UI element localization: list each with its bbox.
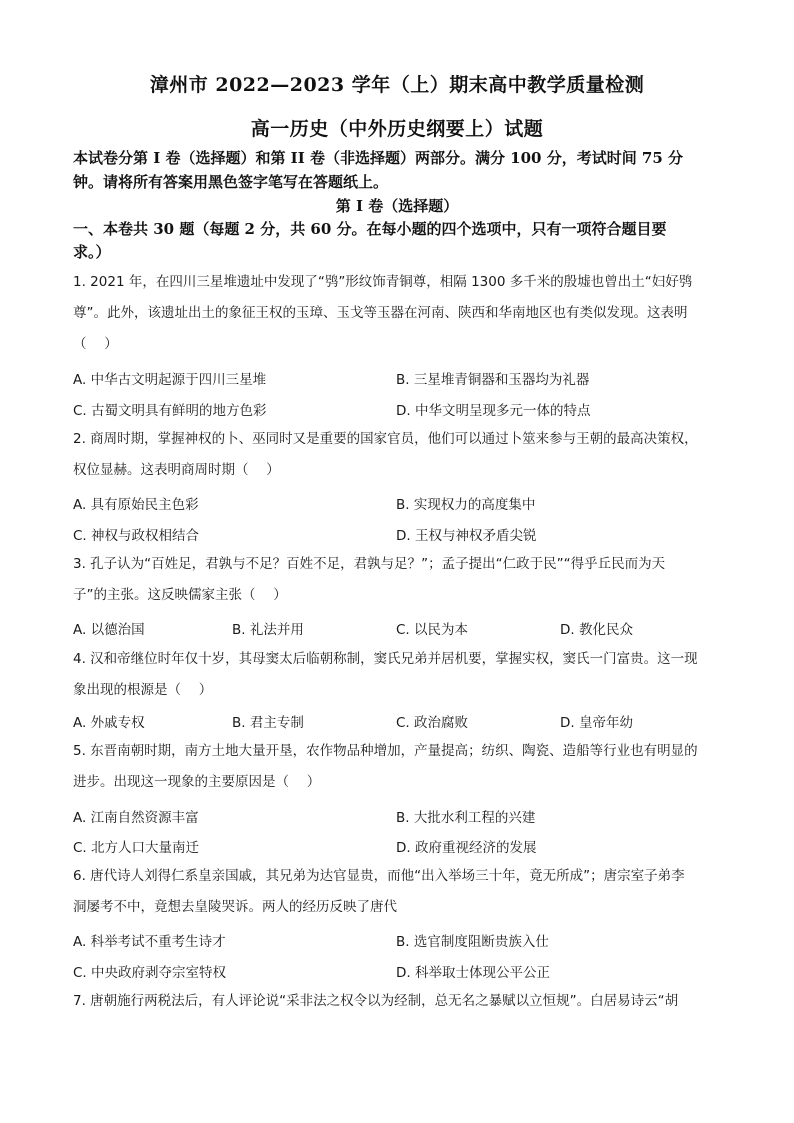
question-5-line-2: 进步。出现这一现象的主要原因是（ ） [73,774,321,790]
section-intro-line-2: 求。） [73,243,111,261]
question-1-line-3: （ ） [73,336,118,352]
question-5-option-d: D. 政府重视经济的发展 [396,840,537,856]
question-6-line-1: 6. 唐代诗人刘得仁系皇亲国戚，其兄弟为达官显贵，而他“出入举场三十年，竟无所成”；唐宗室子弟李 [73,868,685,884]
question-1-option-b: B. 三星堆青铜器和玉器均为礼器 [396,372,590,388]
question-4-line-1: 4. 汉和帝继位时年仅十岁，其母窦太后临朝称制，窦氏兄弟并居机要，掌握实权，窦氏一门富贵。这一现 [73,651,698,667]
question-5-line-1: 5. 东晋南朝时期，南方土地大量开垦，农作物品种增加，产量提高；纺织、陶瓷、造船等行业也有明显的 [73,743,698,759]
question-6-option-b: B. 选官制度阻断贵族入仕 [396,934,549,950]
question-4-option-b: B. 君主专制 [232,715,304,731]
question-1-option-c: C. 古蜀文明具有鲜明的地方色彩 [73,403,267,419]
question-2-line-2: 权位显赫。这表明商周时期（ ） [73,462,280,478]
question-1-line-1: 1. 2021 年，在四川三星堆遗址中发现了“鸮”形纹饰青铜尊，相隔 1300 多千米的殷墟也曾出土“妇好鸮 [73,274,693,290]
section-title: 第 I 卷（选择题） [335,197,459,215]
question-2-line-1: 2. 商周时期，掌握神权的卜、巫同时又是重要的国家官员，他们可以通过卜筮来参与王朝的最高决策权， [73,431,698,447]
question-1-option-a: A. 中华古文明起源于四川三星堆 [73,372,267,388]
instructions-line-1: 本试卷分第 I 卷（选择题）和第 II 卷（非选择题）两部分。满分 100 分，考试时间 75 分 [73,149,684,167]
question-1-line-2: 尊”。此外，该遗址出土的象征王权的玉璋、玉戈等玉器在河南、陕西和华南地区也有类似发现。这表明 [73,305,688,321]
question-4-line-2: 象出现的根源是（ ） [73,682,213,698]
question-6-option-c: C. 中央政府剥夺宗室特权 [73,965,227,981]
question-3-line-1: 3. 孔子认为“百姓足，君孰与不足？百姓不足，君孰与足？”；孟子提出“仁政于民”“得乎丘民而为天 [73,556,666,572]
exam-subtitle: 高一历史（中外历史纲要上）试题 [250,118,544,140]
question-5-option-c: C. 北方人口大量南迁 [73,840,200,856]
question-5-option-a: A. 江南自然资源丰富 [73,810,199,826]
question-3-option-c: C. 以民为本 [396,622,469,638]
question-2-option-a: A. 具有原始民主色彩 [73,497,199,513]
question-4-option-d: D. 皇帝年幼 [560,715,633,731]
question-2-option-c: C. 神权与政权相结合 [73,528,200,544]
question-1-option-d: D. 中华文明呈现多元一体的特点 [396,403,591,419]
question-7-line-1: 7. 唐朝施行两税法后，有人评论说“采非法之权令以为经制，总无名之暴赋以立恒规”。白居易诗云“胡 [73,993,679,1009]
question-6-line-2: 洞屡考不中，竟想去皇陵哭诉。两人的经历反映了唐代 [73,899,397,915]
question-4-option-a: A. 外戚专权 [73,715,145,731]
question-3-option-d: D. 教化民众 [560,622,633,638]
question-2-option-d: D. 王权与神权矛盾尖锐 [396,528,537,544]
question-4-option-c: C. 政治腐败 [396,715,469,731]
instructions-line-2: 钟。请将所有答案用黑色签字笔写在答题纸上。 [73,173,389,191]
question-6-option-a: A. 科举考试不重考生诗才 [73,934,226,950]
question-3-option-a: A. 以德治国 [73,622,145,638]
question-3-line-2: 子”的主张。这反映儒家主张（ ） [73,587,287,603]
question-2-option-b: B. 实现权力的高度集中 [396,497,536,513]
question-5-option-b: B. 大批水利工程的兴建 [396,810,536,826]
exam-title: 漳州市 2022—2023 学年（上）期末高中教学质量检测 [149,74,645,96]
question-3-option-b: B. 礼法并用 [232,622,304,638]
question-6-option-d: D. 科举取士体现公平公正 [396,965,550,981]
section-intro-line-1: 一、本卷共 30 题（每题 2 分，共 60 分。在每小题的四个选项中，只有一项符合题目要 [73,220,667,238]
